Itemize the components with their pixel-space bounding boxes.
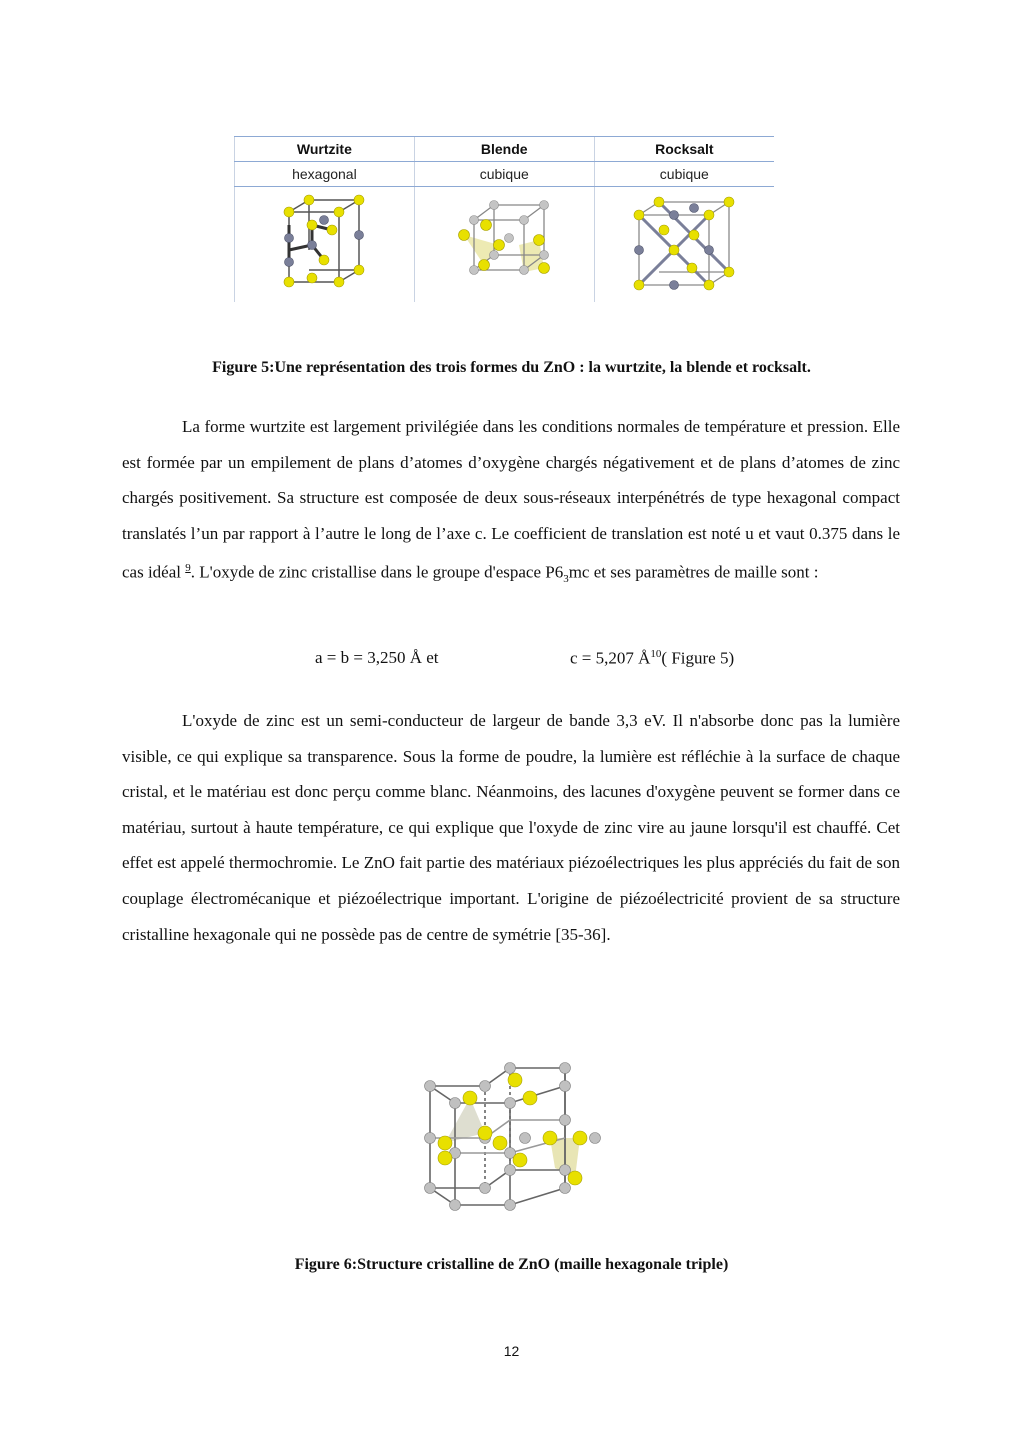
system-rocksalt: cubique xyxy=(594,162,774,187)
blende-structure-cell xyxy=(414,187,594,303)
page-number: 12 xyxy=(503,1343,520,1359)
wurtzite-structure-image xyxy=(264,190,384,300)
crystal-forms-table xyxy=(234,136,774,302)
column-header-wurtzite: Wurtzite xyxy=(235,137,415,162)
equation-c xyxy=(570,648,734,669)
figure-6 xyxy=(415,1058,607,1218)
subscript-3: 3 xyxy=(563,573,569,586)
paragraph-1-text-3: mc et ses paramètres de maille sont : xyxy=(568,563,819,583)
paragraph-properties xyxy=(122,703,900,952)
system-blende: cubique xyxy=(414,162,594,187)
equation-figure-ref: ( Figure 5) xyxy=(661,648,735,668)
column-header-blende: Blende xyxy=(414,137,594,162)
reference-10[interactable]: 10 xyxy=(650,648,662,660)
lattice-parameters-equation xyxy=(0,648,1023,678)
table-image-row xyxy=(235,187,775,303)
equation-c-value: c = 5,207 Å xyxy=(570,648,651,668)
paragraph-1-text: La forme wurtzite est largement privilégiée dans les conditions normales de température et pression. Elle est formée par un empilement de plans d’atomes d’oxygène chargés négativement et de plans d’atomes de zinc chargés positivement. Sa structure est composée de deux sous-réseaux interpénétrés de type hexagonal compact translatés l’un par rapport à l’autre le long de l’axe c. Le coefficient de translation est noté u et vaut 0.375 dans le cas idéal xyxy=(122,417,900,583)
system-wurtzite: hexagonal xyxy=(235,162,415,187)
figure-5 xyxy=(234,136,774,304)
reference-9[interactable]: 9 xyxy=(185,562,191,575)
table-system-row xyxy=(235,162,775,187)
table-header-row xyxy=(235,137,775,162)
paragraph-2-text: L'oxyde de zinc est un semi-conducteur de largeur de bande 3,3 eV. Il n'absorbe donc pas la lumière visible, ce qui explique sa transparence. Sous la forme de poudre, la lumière est réfléchie à la surface de chaque cristal, et le matériau est donc perçu comme blanc. Néanmoins, des lacunes d'oxygène peuvent se former dans ce matériau, surtout à haute température, ce qui explique que l'oxyde de zinc vire au jaune lorsqu'il est chauffé. Cet effet est appelé thermochromie. Le ZnO fait partie des matériaux piézoélectriques les plus appréciés du fait de son couplage électromécanique et piézoélectrique important. L'origine de piézoélectricité provient de sa structure cristalline hexagonale qui ne possède pas de centre de symétrie [35-36]. xyxy=(122,711,900,944)
zno-hexagonal-structure-image xyxy=(415,1058,607,1218)
column-header-rocksalt: Rocksalt xyxy=(594,137,774,162)
rocksalt-structure-image xyxy=(624,190,744,300)
equation-a-b: a = b = 3,250 Å et xyxy=(315,648,439,667)
figure-6-caption: Figure 6:Structure cristalline de ZnO (maille hexagonale triple) xyxy=(294,1256,729,1273)
figure-5-caption: Figure 5:Une représentation des trois formes du ZnO : la wurtzite, la blende et rocksalt. xyxy=(212,359,811,376)
wurtzite-structure-cell xyxy=(235,187,415,303)
paragraph-wurtzite xyxy=(122,409,900,598)
rocksalt-structure-cell xyxy=(594,187,774,303)
blende-structure-image xyxy=(444,190,564,300)
paragraph-1-text-2: . L'oxyde de zinc cristallise dans le groupe d'espace P6 xyxy=(190,563,564,583)
